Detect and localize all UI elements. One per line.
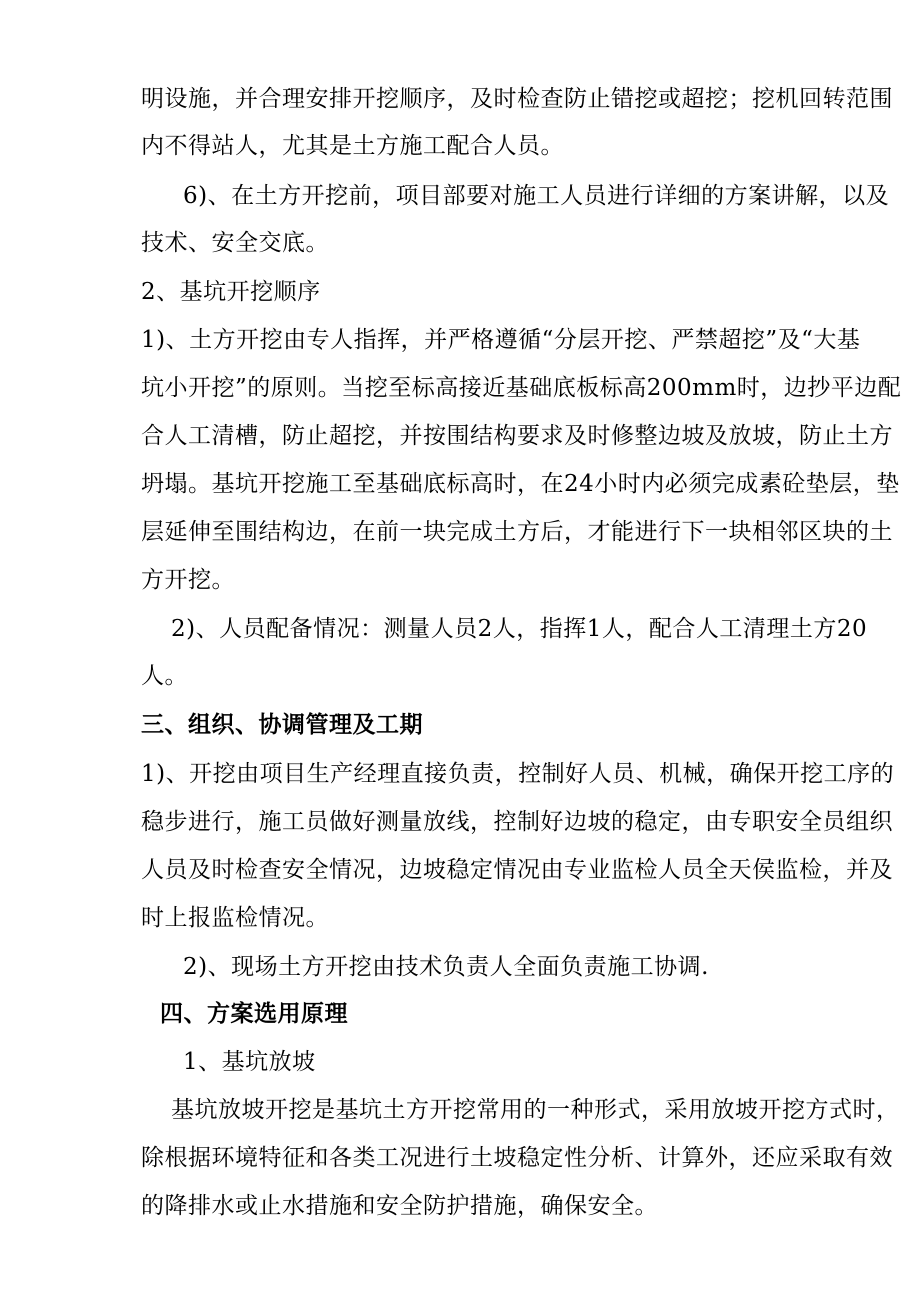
section-subheading: 1、基坑放坡 [183, 1049, 316, 1075]
text-line: 6)、在土方开挖前，项目部要对施工人员进行详细的方案讲解，以及 [183, 183, 890, 209]
text-line: 1)、土方开挖由专人指挥，并严格遵循“分层开挖、严禁超挖”及“大基 [141, 327, 861, 353]
text-line: 明设施，并合理安排开挖顺序，及时检查防止错挖或超挖；挖机回转范围 [141, 86, 893, 112]
text-line: 人员及时检查安全情况，边坡稳定情况由专业监检人员全天侯监检，并及 [141, 857, 893, 883]
text-line: 基坑放坡开挖是基坑土方开挖常用的一种形式，采用放坡开挖方式时， [171, 1097, 900, 1123]
text-line: 的降排水或止水措施和安全防护措施，确保安全。 [141, 1193, 658, 1219]
text-line: 内不得站人，尤其是土方施工配合人员。 [141, 133, 564, 159]
text-line: 人。 [141, 663, 188, 689]
text-line: 层延伸至围结构边，在前一块完成土方后，才能进行下一块相邻区块的土 [141, 519, 893, 545]
section-heading: 四、方案选用原理 [160, 1000, 348, 1027]
text-line: 时上报监检情况。 [141, 905, 329, 931]
text-line: 1)、开挖由项目生产经理直接负责，控制好人员、机械，确保开挖工序的 [141, 761, 895, 787]
text-line: 2)、现场土方开挖由技术负责人全面负责施工协调. [183, 954, 709, 980]
text-line: 除根据环境特征和各类工况进行土坡稳定性分析、计算外，还应采取有效 [141, 1145, 893, 1171]
text-line: 合人工清槽，防止超挖，并按围结构要求及时修整边坡及放坡，防止土方 [141, 423, 893, 449]
text-line: 坍塌。基坑开挖施工至基础底标高时，在24小时内必须完成素砼垫层，垫 [141, 471, 900, 497]
text-line: 技术、安全交底。 [141, 230, 329, 256]
text-line: 2)、人员配备情况：测量人员2人，指挥1人，配合人工清理土方20 [171, 616, 868, 642]
section-heading: 三、组织、协调管理及工期 [141, 711, 423, 738]
section-subheading: 2、基坑开挖顺序 [141, 279, 321, 305]
text-line: 坑小开挖”的原则。当挖至标高接近基础底板标高200mm时，边抄平边配 [141, 375, 902, 401]
text-line: 方开挖。 [141, 567, 235, 593]
text-line: 稳步进行，施工员做好测量放线，控制好边坡的稳定，由专职安全员组织 [141, 809, 893, 835]
